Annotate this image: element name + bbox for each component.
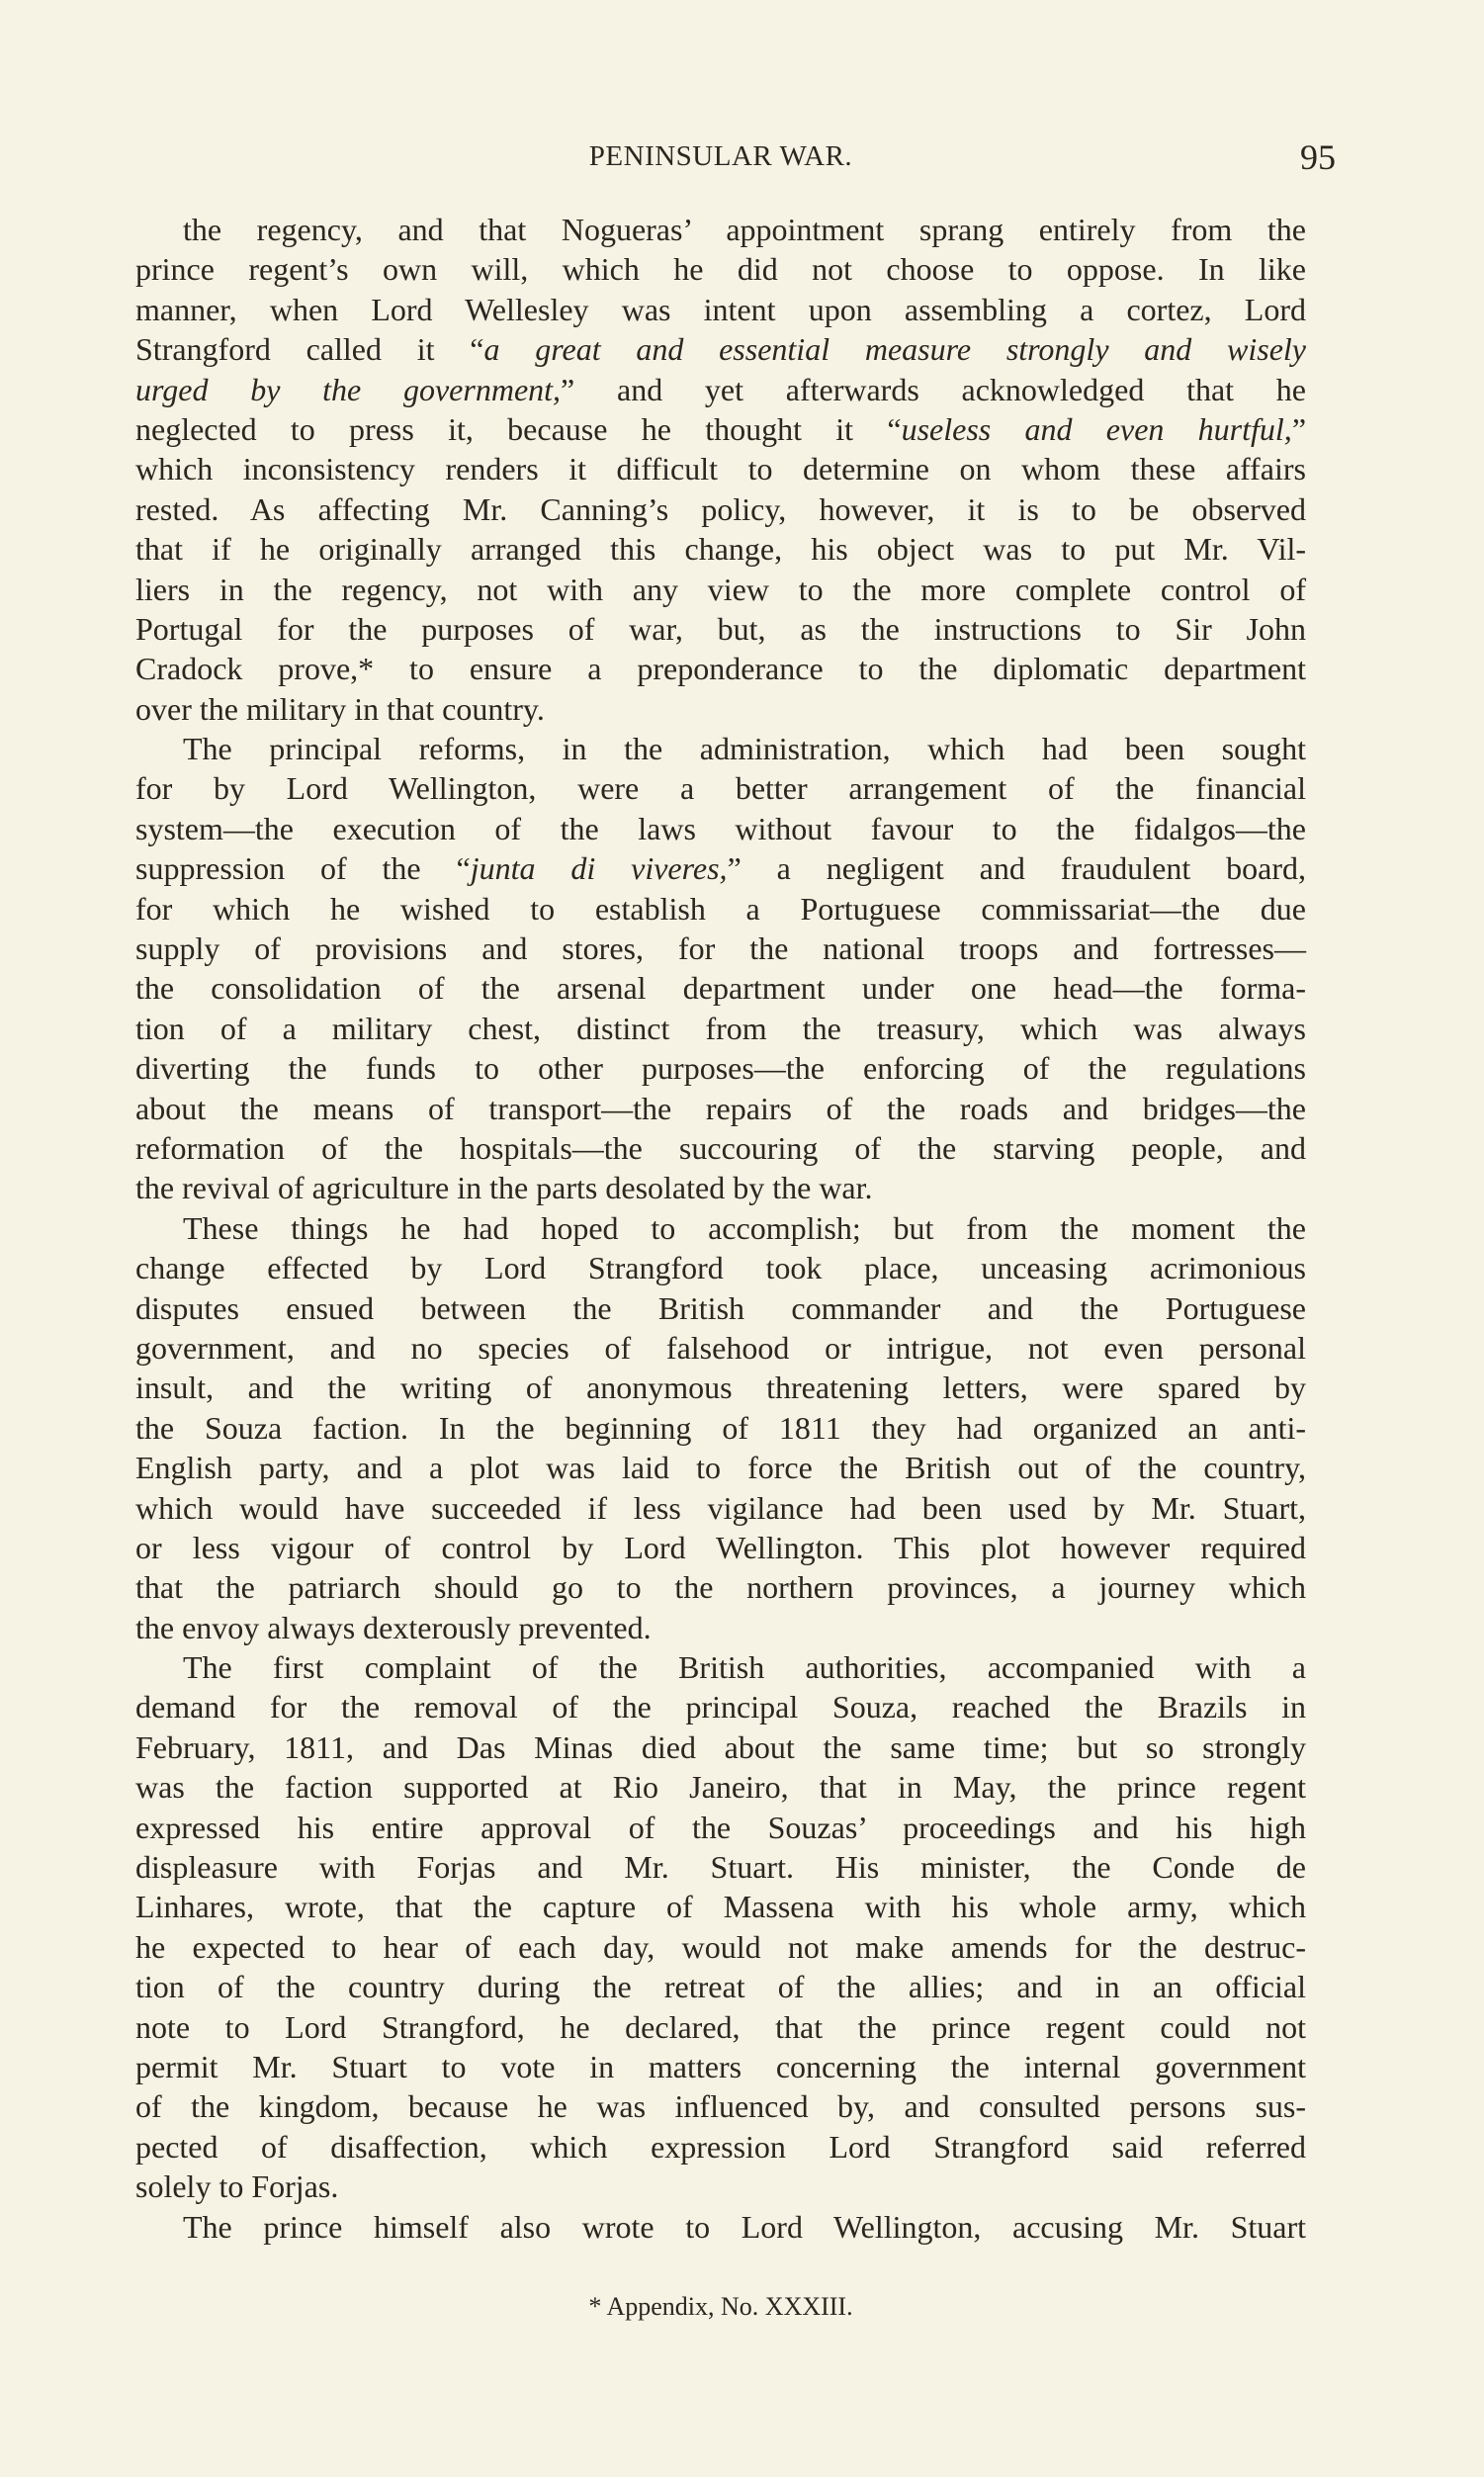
- body-text: [135, 210, 1306, 2247]
- text-segment: liers in the regency, not with any view to the more complete control of: [135, 571, 1306, 607]
- text-segment: supply of provisions and stores, for the national troops and fortresses—: [135, 930, 1306, 967]
- text-segment: neglected to press it, because he thought it “: [135, 410, 902, 447]
- text-segment: expressed his entire approval of the Souzas’ proceedings and his high: [135, 1809, 1306, 1845]
- text-segment: The principal reforms, in the administration, which had been sought: [183, 731, 1306, 767]
- text-line: [135, 409, 1306, 449]
- text-segment: which would have succeeded if less vigilance had been used by Mr. Stuart,: [135, 1489, 1306, 1526]
- text-segment: The prince himself also wrote to Lord Wellington, accusing Mr. Stuart: [183, 2208, 1306, 2245]
- text-segment: the regency, and that Nogueras’ appointment sprang entirely from the: [183, 212, 1306, 247]
- text-line: [135, 1847, 1306, 1887]
- text-line: [135, 1208, 1306, 1248]
- text-segment: solely to Forjas.: [135, 2168, 339, 2205]
- italic-quote: urged by the government,: [135, 371, 562, 407]
- paragraph: [135, 1208, 1306, 1647]
- text-segment: about the means of transport—the repairs of the roads and bridges—the: [135, 1090, 1306, 1126]
- text-line: [135, 1927, 1306, 1967]
- text-line: [135, 1727, 1306, 1767]
- text-segment: of the kingdom, because he was influenced by, and consulted persons sus-: [135, 2088, 1306, 2125]
- text-line: [135, 929, 1306, 968]
- text-line: [135, 1808, 1306, 1847]
- text-line: [135, 768, 1306, 808]
- text-segment: demand for the removal of the principal Souza, reached the Brazils in: [135, 1689, 1306, 1725]
- text-segment: English party, and a plot was laid to force the British out of the country,: [135, 1450, 1306, 1486]
- page-number: 95: [1300, 137, 1336, 177]
- text-line: [135, 1528, 1306, 1567]
- text-segment: suppression of the “: [135, 850, 471, 887]
- text-segment: note to Lord Strangford, he declared, that the prince regent could not: [135, 2008, 1306, 2045]
- text-line: [135, 1687, 1306, 1726]
- text-segment: system—the execution of the laws without favour to the fidalgos—the: [135, 810, 1306, 846]
- text-line: [135, 529, 1306, 569]
- text-segment: February, 1811, and Das Minas died about the same time; but so strongly: [135, 1728, 1306, 1765]
- text-line: [135, 809, 1306, 848]
- running-head: [135, 136, 1336, 180]
- text-segment: disputes ensued between the British commander and the Portuguese: [135, 1289, 1306, 1326]
- text-line: [135, 1288, 1306, 1328]
- text-segment: permit Mr. Stuart to vote in matters concerning the internal government: [135, 2048, 1306, 2084]
- text-line: [135, 2086, 1306, 2126]
- text-line: [135, 1168, 1306, 1207]
- text-segment: was the faction supported at Rio Janeiro, that in May, the prince regent: [135, 1769, 1306, 1806]
- text-segment: change effected by Lord Strangford took place, unceasing acrimonious: [135, 1250, 1306, 1286]
- text-segment: manner, when Lord Wellesley was intent upon assembling a cortez, Lord: [135, 291, 1306, 327]
- text-line: [135, 249, 1306, 289]
- paragraph: [135, 729, 1306, 1208]
- text-segment: over the military in that country.: [135, 690, 545, 727]
- text-segment: Portugal for the purposes of war, but, as the instructions to Sir John: [135, 610, 1306, 647]
- italic-quote: a great and essential measure strongly and wisely: [483, 331, 1306, 368]
- text-line: [135, 1009, 1306, 1048]
- text-line: [135, 2007, 1306, 2047]
- text-line: [135, 489, 1306, 529]
- text-line: [135, 848, 1306, 888]
- text-line: [135, 889, 1306, 929]
- text-line: [135, 1448, 1306, 1487]
- footnote: * Appendix, No. XXXIII.: [588, 2292, 853, 2321]
- running-head-title: PENINSULAR WAR.: [588, 140, 853, 172]
- text-line: [135, 1248, 1306, 1287]
- text-segment: tion of the country during the retreat of the allies; and in an official: [135, 1969, 1306, 2005]
- text-line: [135, 2047, 1306, 2086]
- text-segment: ”: [1291, 410, 1307, 447]
- text-segment: the consolidation of the arsenal department under one head—the forma-: [135, 970, 1306, 1007]
- text-line: [135, 1048, 1306, 1088]
- text-line: [135, 1128, 1306, 1168]
- paragraph: [135, 2207, 1306, 2247]
- paragraph: [135, 210, 1306, 729]
- text-line: [135, 729, 1306, 768]
- text-line: [135, 689, 1306, 729]
- text-line: [135, 649, 1306, 688]
- text-line: [135, 1368, 1306, 1407]
- text-line: [135, 1647, 1306, 1687]
- text-segment: the envoy always dexterously prevented.: [135, 1609, 652, 1645]
- text-segment: insult, and the writing of anonymous threatening letters, were spared by: [135, 1370, 1306, 1406]
- text-segment: tion of a military chest, distinct from the treasury, which was always: [135, 1010, 1306, 1046]
- text-line: [135, 449, 1306, 488]
- text-segment: displeasure with Forjas and Mr. Stuart. His minister, the Conde de: [135, 1849, 1306, 1886]
- text-segment: diverting the funds to other purposes—the enforcing of the regulations: [135, 1050, 1306, 1087]
- text-line: [135, 1567, 1306, 1607]
- italic-quote: junta di viveres,: [470, 850, 728, 887]
- text-line: [135, 1328, 1306, 1368]
- text-line: [135, 210, 1306, 249]
- paragraph: [135, 1647, 1306, 2206]
- text-segment: he expected to hear of each day, would not make amends for the destruc-: [135, 1928, 1306, 1965]
- text-segment: prince regent’s own will, which he did not choose to oppose. In like: [135, 251, 1306, 288]
- text-segment: which inconsistency renders it difficult to determine on whom these affairs: [135, 451, 1306, 487]
- text-segment: Linhares, wrote, that the capture of Massena with his whole army, which: [135, 1889, 1306, 1925]
- text-line: [135, 329, 1306, 369]
- text-segment: for by Lord Wellington, were a better arrangement of the financial: [135, 770, 1306, 807]
- text-line: [135, 1967, 1306, 2006]
- text-line: [135, 609, 1306, 649]
- text-segment: ” and yet afterwards acknowledged that he: [561, 371, 1307, 407]
- text-segment: that if he originally arranged this change, his object was to put Mr. Vil-: [135, 531, 1306, 568]
- text-line: [135, 1767, 1306, 1807]
- italic-quote: useless and even hurtful,: [901, 410, 1292, 447]
- text-line: [135, 968, 1306, 1008]
- text-segment: that the patriarch should go to the northern provinces, a journey which: [135, 1569, 1306, 1606]
- text-segment: ” a negligent and fraudulent board,: [727, 850, 1307, 887]
- text-line: [135, 1408, 1306, 1448]
- text-segment: the Souza faction. In the beginning of 1811 they had organized an anti-: [135, 1409, 1306, 1446]
- text-segment: The first complaint of the British authorities, accompanied with a: [183, 1649, 1306, 1686]
- text-segment: or less vigour of control by Lord Wellington. This plot however required: [135, 1529, 1306, 1565]
- text-segment: These things he had hoped to accomplish; but from the moment the: [183, 1209, 1306, 1246]
- text-line: [135, 290, 1306, 329]
- text-line: [135, 1488, 1306, 1528]
- text-segment: government, and no species of falsehood or intrigue, not even personal: [135, 1329, 1306, 1366]
- text-segment: for which he wished to establish a Portuguese commissariat—the due: [135, 890, 1306, 927]
- text-segment: pected of disaffection, which expression Lord Strangford said referred: [135, 2128, 1306, 2165]
- text-line: [135, 2127, 1306, 2167]
- text-segment: rested. As affecting Mr. Canning’s policy, however, it is to be observed: [135, 490, 1306, 527]
- text-line: [135, 1089, 1306, 1128]
- text-segment: reformation of the hospitals—the succouring of the starving people, and: [135, 1129, 1306, 1166]
- text-line: [135, 2207, 1306, 2247]
- text-segment: Cradock prove,* to ensure a preponderance to the diplomatic department: [135, 651, 1306, 687]
- text-line: [135, 1887, 1306, 1926]
- text-segment: Strangford called it “: [135, 331, 484, 368]
- text-line: [135, 1608, 1306, 1647]
- text-line: [135, 370, 1306, 409]
- text-segment: the revival of agriculture in the parts desolated by the war.: [135, 1170, 873, 1206]
- text-line: [135, 570, 1306, 609]
- text-line: [135, 2167, 1306, 2206]
